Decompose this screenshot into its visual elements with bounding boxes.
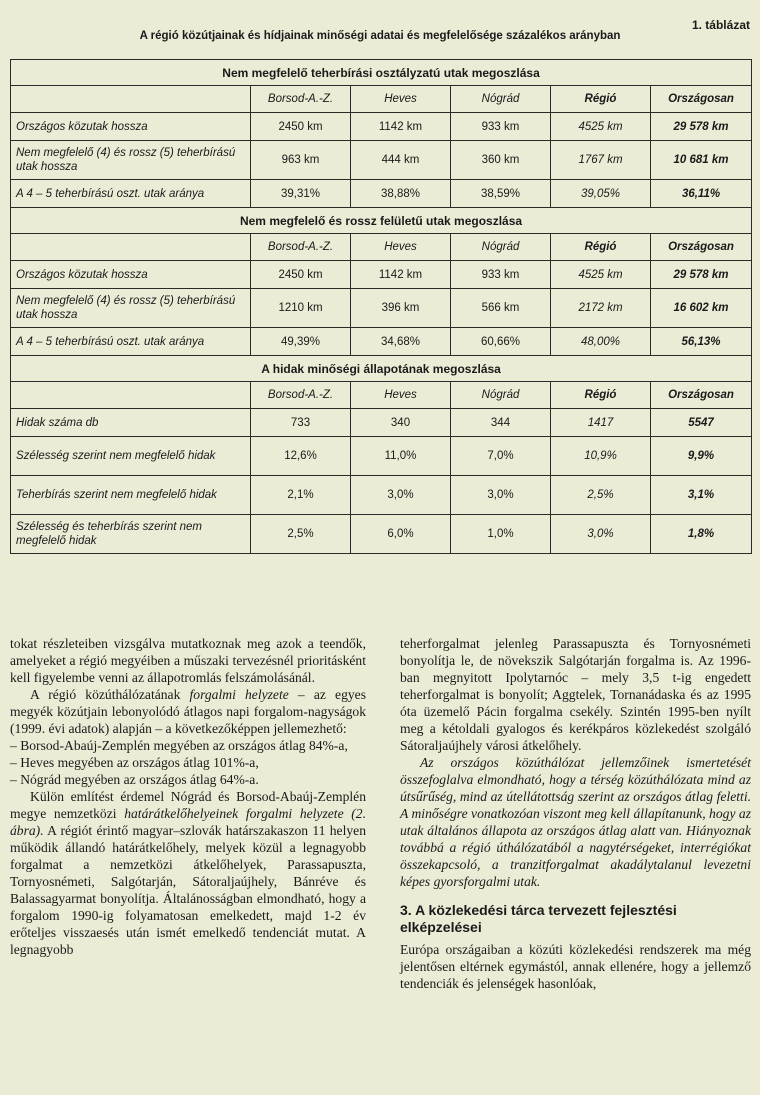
table-cell: 6,0% (351, 515, 451, 554)
table-cell: 1210 km (251, 289, 351, 328)
row-label: Országos közutak hossza (11, 113, 251, 141)
column-header: Országosan (651, 234, 752, 261)
table-cell: 1142 km (351, 113, 451, 141)
table-cell: 7,0% (451, 437, 551, 476)
list-item: – Borsod-Abaúj-Zemplén megyében az országos átlag 84%-a, (10, 738, 348, 753)
table-cell: 36,11% (651, 180, 752, 208)
table-row (11, 328, 752, 356)
row-label: Hidak száma db (11, 409, 251, 437)
table-cell: 2,5% (251, 515, 351, 554)
table-cell: 9,9% (651, 437, 752, 476)
header-cell-empty (11, 86, 251, 113)
table-cell: 1,8% (651, 515, 752, 554)
column-header: Régió (551, 234, 651, 261)
table-cell: 16 602 km (651, 289, 752, 328)
table-number: 1. táblázat (691, 18, 750, 32)
row-label: Országos közutak hossza (11, 261, 251, 289)
column-header: Borsod-A.-Z. (251, 234, 351, 261)
paragraph-1: tokat részleteiben vizsgálva mutatkoznak meg azok a teendők, amelyeket a régió megyéiben a műszaki tervezésnél prioritásként kell figyelembe venni az állapotromlás felszámolásánál. (10, 636, 366, 685)
table-cell: 2172 km (551, 289, 651, 328)
section-row (11, 60, 752, 86)
data-table (10, 59, 752, 554)
table-cell: 340 (351, 409, 451, 437)
table-cell: 933 km (451, 261, 551, 289)
header-row (11, 86, 752, 113)
row-label: Nem megfelelő (4) és rossz (5) teherbírású utak hossza (11, 289, 251, 328)
table-cell: 3,0% (451, 476, 551, 515)
table-cell: 733 (251, 409, 351, 437)
column-header: Régió (551, 86, 651, 113)
table-cell: 1142 km (351, 261, 451, 289)
table-cell: 2450 km (251, 113, 351, 141)
text-column-left (10, 635, 366, 958)
paragraph-6: Európa országaiban a közúti közlekedési rendszerek ma még jelentősen eltérnek egymástól, annak ellenére, hogy a jellemző tendenciák és jelenségek hasonlóak, (400, 942, 751, 991)
table-caption: A régió közútjainak és hídjainak minőségi adatai és megfelelősége százalékos arányban (139, 30, 621, 42)
row-label: Szélesség és teherbírás szerint nem megfelelő hidak (11, 515, 251, 554)
data-table-wrapper (10, 59, 751, 554)
table-row (11, 113, 752, 141)
table-row (11, 476, 752, 515)
paragraph-4: teherforgalmat jelenleg Parassapuszta és Tornyosnémeti bonyolítja le, de növekszik Salgótarján forgalma is. Az 1996-ban megnyitott Ipolytarnóc – mely 3,5 t-ig engedett teherforgalmat is bonyolít; Aggtelek, Tornanádaska és az 1995 óta üzemelő Pácin forgalma csekély. Szintén 1995-ben nyílt meg a kétoldali gyalogos és kerékpáros közlekedést szolgáló Sátoraljaújhely városi átkelőhely. (400, 636, 751, 753)
data-table-body (11, 60, 752, 554)
column-header: Borsod-A.-Z. (251, 86, 351, 113)
county-list (10, 737, 366, 788)
table-cell: 3,0% (551, 515, 651, 554)
table-cell: 360 km (451, 141, 551, 180)
table-cell: 1767 km (551, 141, 651, 180)
header-row (11, 382, 752, 409)
section-row (11, 356, 752, 382)
section-title: Nem megfelelő és rossz felületű utak megoszlása (11, 208, 752, 234)
table-cell: 56,13% (651, 328, 752, 356)
table-cell: 49,39% (251, 328, 351, 356)
table-cell: 10,9% (551, 437, 651, 476)
table-cell: 29 578 km (651, 261, 752, 289)
table-cell: 444 km (351, 141, 451, 180)
table-cell: 34,68% (351, 328, 451, 356)
table-cell: 344 (451, 409, 551, 437)
row-label: Nem megfelelő (4) és rossz (5) teherbírású utak hossza (11, 141, 251, 180)
table-row (11, 180, 752, 208)
table-cell: 963 km (251, 141, 351, 180)
table-cell: 39,31% (251, 180, 351, 208)
column-header: Heves (351, 234, 451, 261)
section-heading: 3. A közlekedési tárca tervezett fejlesztési elképzelései (400, 902, 677, 935)
table-row (11, 261, 752, 289)
paragraph-3: Külön említést érdemel Nógrád és Borsod-Abaúj-Zemplén megye nemzetközi határátkelőhelyeinek forgalmi helyzete (2. ábra). A régiót érintő magyar–szlovák határszakaszon 11 helyen működik állandó határátkelőhely, melyek közül a legnagyobb forgalmat a nemzetközi átkelőhelyek, Parassapuszta, Tornyosnémeti, Salgótarján, Sátoraljaújhely, Bánréve és Balassagyarmat bonyolítja. Általánosságban elmondható, hogy a forgalom 1990-ig folyamatosan emelkedett, majd 1-2 év erőteljes visszaesés után ismét emelkedő tendenciát mutat. A legnagyobb (10, 789, 366, 957)
section-title: A hidak minőségi állapotának megoszlása (11, 356, 752, 382)
table-cell: 396 km (351, 289, 451, 328)
column-header: Nógrád (451, 382, 551, 409)
table-cell: 933 km (451, 113, 551, 141)
column-header: Országosan (651, 382, 752, 409)
table-row (11, 437, 752, 476)
table-cell: 4525 km (551, 261, 651, 289)
row-label: A 4 – 5 teherbírású oszt. utak aránya (11, 180, 251, 208)
column-header: Borsod-A.-Z. (251, 382, 351, 409)
table-cell: 60,66% (451, 328, 551, 356)
table-cell: 2450 km (251, 261, 351, 289)
table-cell: 4525 km (551, 113, 651, 141)
row-label: Szélesség szerint nem megfelelő hidak (11, 437, 251, 476)
header-cell-empty (11, 234, 251, 261)
column-header: Nógrád (451, 234, 551, 261)
row-label: Teherbírás szerint nem megfelelő hidak (11, 476, 251, 515)
table-cell: 3,0% (351, 476, 451, 515)
header-cell-empty (11, 382, 251, 409)
column-header: Heves (351, 382, 451, 409)
table-row (11, 409, 752, 437)
table-cell: 2,5% (551, 476, 651, 515)
column-header: Országosan (651, 86, 752, 113)
table-row (11, 515, 752, 554)
paragraph-2: A régió közúthálózatának forgalmi helyzete – az egyes megyék közútjain lebonyolódó átlagos napi forgalom-nagyságok (1999. évi adatok) alapján – a következőképpen jellemezhető: (10, 687, 367, 736)
column-header: Régió (551, 382, 651, 409)
table-cell: 39,05% (551, 180, 651, 208)
table-cell: 10 681 km (651, 141, 752, 180)
table-row (11, 289, 752, 328)
row-label: A 4 – 5 teherbírású oszt. utak aránya (11, 328, 251, 356)
table-cell: 38,88% (351, 180, 451, 208)
table-cell: 5547 (651, 409, 752, 437)
text-column-right (400, 635, 751, 992)
table-cell: 1,0% (451, 515, 551, 554)
section-title: Nem megfelelő teherbírási osztályzatú utak megoszlása (11, 60, 752, 86)
table-cell: 3,1% (651, 476, 752, 515)
table-cell: 48,00% (551, 328, 651, 356)
table-cell: 12,6% (251, 437, 351, 476)
table-cell: 566 km (451, 289, 551, 328)
table-cell: 2,1% (251, 476, 351, 515)
section-row (11, 208, 752, 234)
table-cell: 11,0% (351, 437, 451, 476)
table-row (11, 141, 752, 180)
table-cell: 29 578 km (651, 113, 752, 141)
table-cell: 38,59% (451, 180, 551, 208)
column-header: Heves (351, 86, 451, 113)
list-item: – Heves megyében az országos átlag 101%-a, (10, 755, 259, 770)
table-cell: 1417 (551, 409, 651, 437)
paragraph-5: Az országos közúthálózat jellemzőinek ismertetését összefoglalva elmondható, hogy a térség közúthálózata mind az útsűrűség, mind az útellátottság szerint az országos átlag feletti. A minőségre vonatkozóan viszont meg kell állapítanunk, hogy az utak általános állapota az országos átlag alatt van. Hiányoznak továbbá a régió úthálózatából a nagytérségeket, interrégiókat összekapcsoló, a tranzitforgalmat akadálytalanul levezetni képes gyorsforgalmi utak. (400, 755, 751, 889)
column-header: Nógrád (451, 86, 551, 113)
header-row (11, 234, 752, 261)
list-item: – Nógrád megyében az országos átlag 64%-a. (10, 772, 259, 787)
